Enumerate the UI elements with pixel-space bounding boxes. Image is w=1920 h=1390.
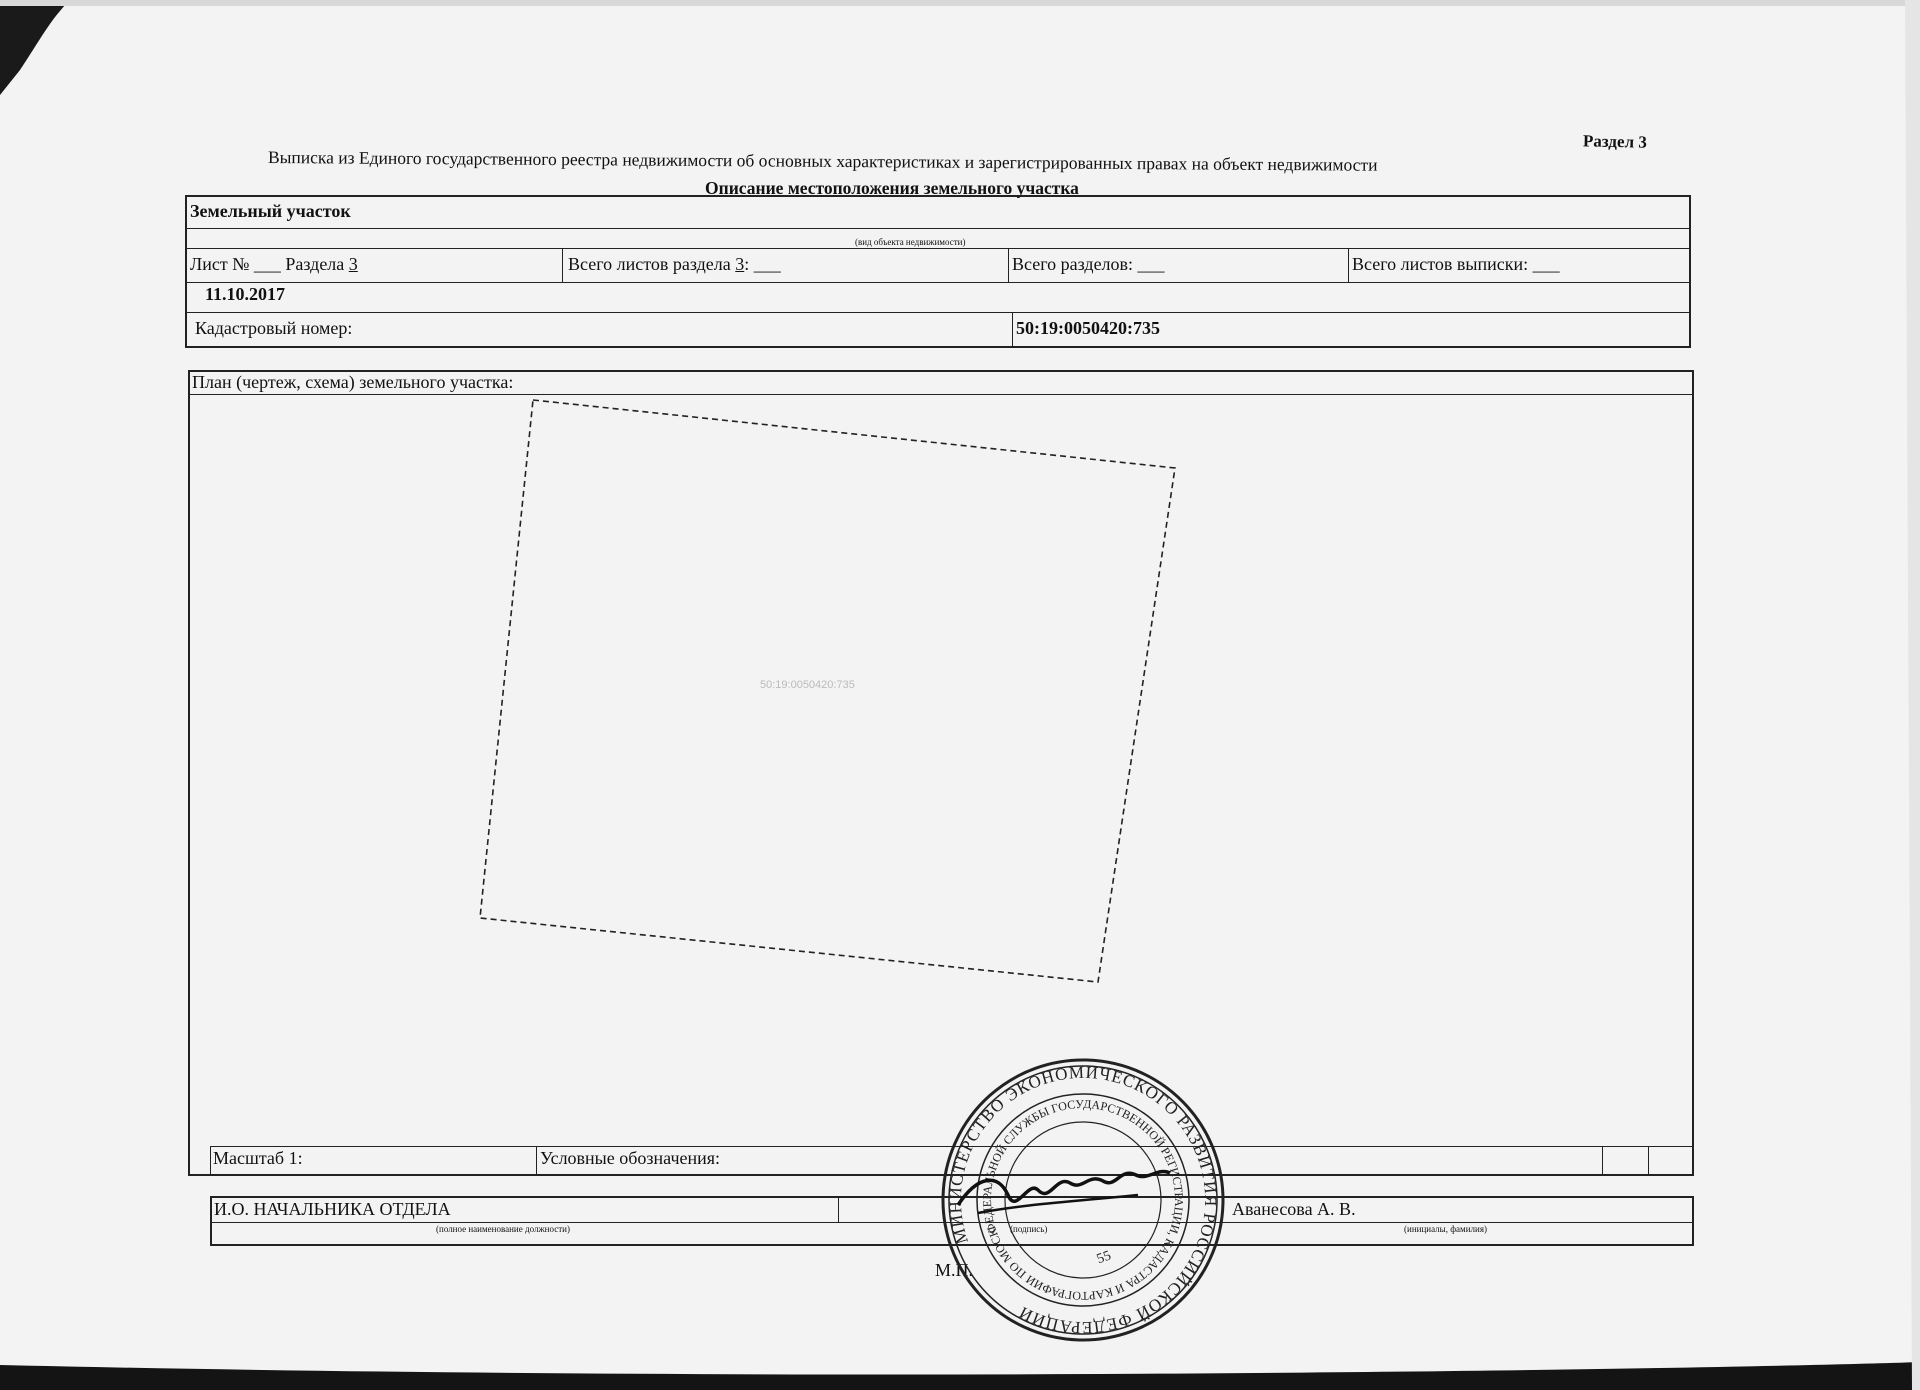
document-subtitle: Описание местоположения земельного участка — [705, 178, 1079, 198]
plan-label: План (чертеж, схема) земельного участка: — [192, 372, 514, 392]
signature-caption: (подпись) — [1010, 1224, 1048, 1234]
sheets-in-section-suffix: : ___ — [744, 254, 781, 274]
signer-name: Аванесова А. В. — [1232, 1199, 1356, 1219]
official-stamp — [938, 1055, 1228, 1345]
parcel-label: 50:19:0050420:735 — [760, 679, 855, 691]
section-label: Раздел 3 — [1582, 131, 1648, 152]
cadastral-number-label: Кадастровый номер: — [195, 318, 353, 338]
name-caption: (инициалы, фамилия) — [1404, 1224, 1487, 1234]
svg-text:ФЕДЕРАЛЬНОЙ СЛУЖБЫ ГОСУДАРСТВЕ: ФЕДЕРАЛЬНОЙ СЛУЖБЫ ГОСУДАРСТВЕННОЙ РЕГИСТРАЦИИ, КАДАСТРА И КАРТОГРАФИИ ПО МОСКОВСКОЙ — [979, 1096, 1187, 1304]
legend-label: Условные обозначения: — [540, 1148, 721, 1168]
cadastral-number: 50:19:0050420:735 — [1016, 318, 1160, 338]
svg-text:МИНИСТЕРСТВО ЭКОНОМИЧЕСКОГО РА: МИНИСТЕРСТВО ЭКОНОМИЧЕСКОГО РАЗВИТИЯ РОССИЙСКОЙ ФЕДЕРАЦИИ — [945, 1062, 1221, 1338]
sheets-in-section-label: Всего листов раздела — [568, 254, 731, 274]
sheets-in-section-value: 3 — [735, 254, 745, 274]
extract-date: 11.10.2017 — [205, 284, 286, 304]
scale-label: Масштаб 1: — [213, 1148, 303, 1168]
svg-text:55: 55 — [1094, 1248, 1114, 1268]
position-caption: (полное наименование должности) — [436, 1224, 570, 1234]
object-type-caption: (вид объекта недвижимости) — [855, 237, 966, 247]
sheet-number-label: Лист № ___ Раздела — [190, 254, 345, 274]
section-number: 3 — [348, 254, 358, 274]
stamp-place: М.П. — [935, 1260, 974, 1280]
total-extract-sheets: Всего листов выписки: ___ — [1352, 254, 1560, 274]
total-sections: Всего разделов: ___ — [1012, 254, 1165, 274]
parcel-boundary — [480, 400, 1175, 982]
position-title: И.О. НАЧАЛЬНИКА ОТДЕЛА — [214, 1199, 451, 1219]
object-type: Земельный участок — [190, 201, 351, 221]
document-title: Выписка из Единого государственного реестра недвижимости об основных характеристиках и зарегистрированных правах на объект недвижимости — [267, 147, 1378, 175]
